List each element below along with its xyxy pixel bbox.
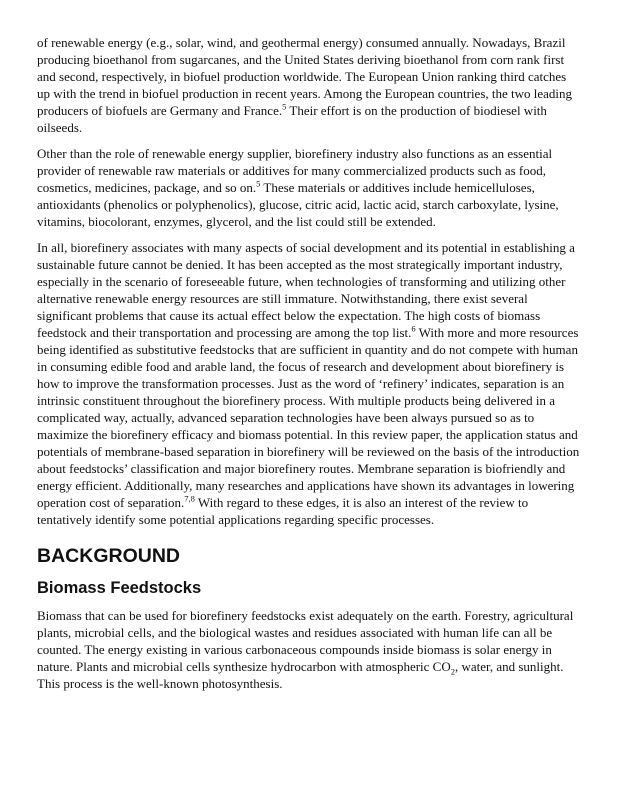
- text-run: With more and more resources being identified as substitutive feedstocks that are sufficient in quantity and do not compete with human in consuming edible food and arable land, the focus of research and development about biorefinery is how to improve the transformation processes. Just as the word of ‘refinery’ indicates, separation is an intrinsic constituent throughout the biorefinery process. With multiple products being delivered in a complicated way, actually, advanced separation technologies have been always pursued so as to maximize the biorefinery efficacy and biomass potential. In this review paper, the application status and potentials of membrane-based separation in biorefinery will be reviewed on the basis of the introduction about feedstocks’ classification and major biorefinery routes. Membrane separation is biofriendly and energy efficient. Additionally, many researches and applications have shown its advantages in lowering operation cost of separation.: [37, 325, 580, 510]
- text-run: In all, biorefinery associates with many aspects of social development and its potential in establishing a sustainable future cannot be denied. It has been accepted as the most strategically important industry, especially in the scenario of foreseeable future, when technologies of transforming and utilizing other alternative renewable energy resources are still immature. Notwithstanding, there exist several significant problems that cause its actual effect below the expectation. The high costs of biomass feedstock and their transportation and processing are among the top list.: [37, 240, 575, 340]
- paragraph-in-all: [37, 239, 582, 528]
- section-heading: BACKGROUND: [37, 545, 180, 567]
- text-run: Their effort is on the production of biodiesel with oilseeds.: [37, 103, 547, 135]
- paragraph-raw-materials: [37, 145, 582, 230]
- text-run: of renewable energy (e.g., solar, wind, and geothermal energy) consumed annually. Nowadays, Brazil producing bioethanol from sugarcanes, and the United States deriving bioethanol from corn rank first and second, respectively, in biofuel production worldwide. The European Union ranking third catches up with the trend in biofuel production in recent years. Among the European countries, the two leading producers of biofuels are Germany and France.: [37, 35, 573, 118]
- citation-ref[interactable]: 7,8: [184, 493, 195, 504]
- paragraph-biomass: [37, 607, 582, 692]
- page-content: [37, 34, 582, 701]
- paragraph-renewable-energy: [37, 34, 582, 136]
- text-run: These materials or additives include hemicelluloses, antioxidants (phenolics or polyphenolics), glucose, citric acid, lactic acid, starch carboxylate, lysine, vitamins, biocolorant, enzymes, glycerol, and the list could still be extended.: [37, 180, 559, 229]
- subsection-heading: Biomass Feedstocks: [37, 579, 202, 597]
- citation-ref[interactable]: 5: [256, 178, 261, 189]
- citation-ref[interactable]: 6: [411, 323, 416, 334]
- subscript: 2: [450, 666, 455, 677]
- text-run: , water, and sunlight. This process is the well-known photosynthesis.: [37, 659, 564, 691]
- citation-ref[interactable]: 5: [282, 101, 287, 112]
- text-run: Other than the role of renewable energy supplier, biorefinery industry also functions as an essential provider of renewable raw materials or additives for many commercialized products such as food, cosmetics, medicines, package, and so on.: [37, 146, 553, 195]
- text-run: Biomass that can be used for biorefinery feedstocks exist adequately on the earth. Forestry, agricultural plants, microbial cells, and the biological wastes and residues associated with human life can all be counted. The energy existing in various carbonaceous compounds inside biomass is solar energy in nature. Plants and microbial cells synthesize hydrocarbon with atmospheric CO: [37, 608, 574, 674]
- text-run: With regard to these edges, it is also an interest of the review to tentatively identify some potential applications regarding specific processes.: [37, 495, 529, 527]
